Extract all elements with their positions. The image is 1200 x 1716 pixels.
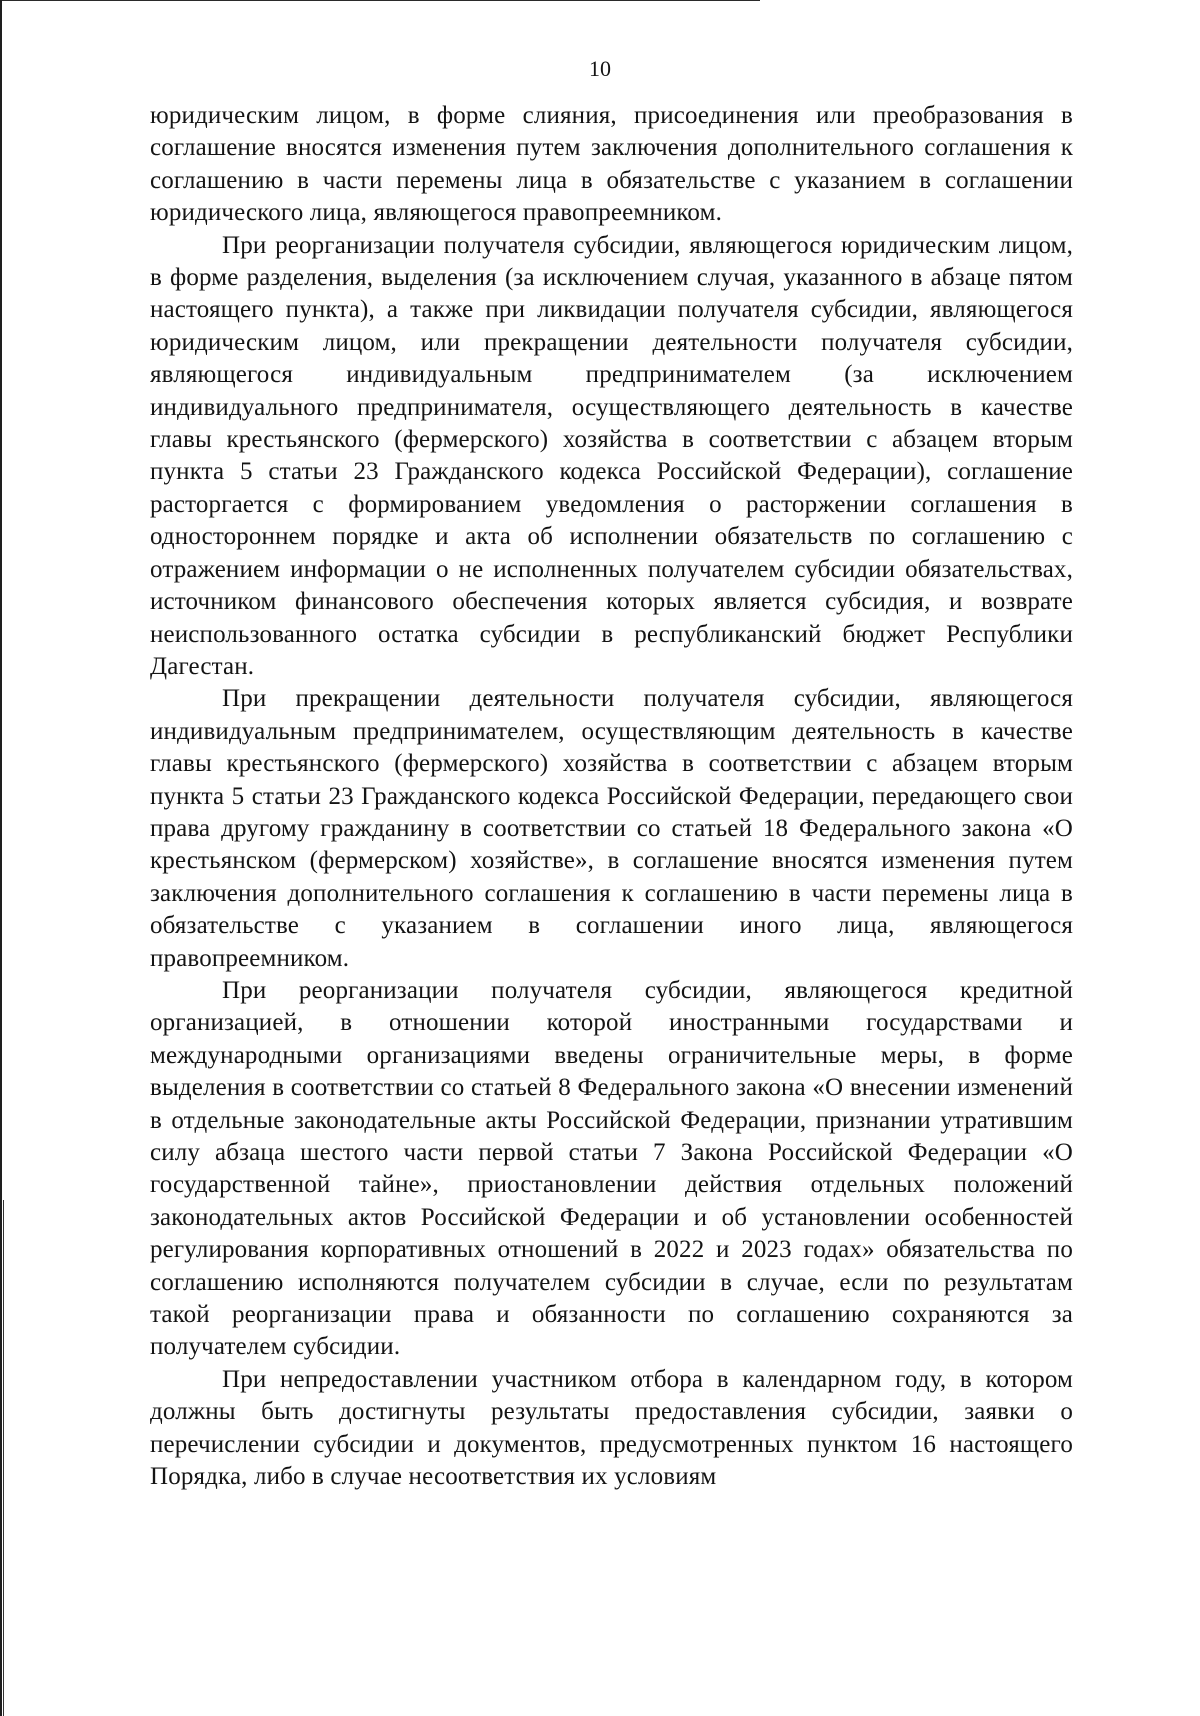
scan-border-top bbox=[0, 0, 760, 1]
scan-border-left bbox=[0, 0, 2, 1716]
paragraph-reorganization-division: При реорганизации получателя субсидии, являющегося юридическим лицом, в форме разделения, выделения (за исключением случая, указанного в абзаце пятом настоящего пункта), а также при ликвидации получателя субсидии, являющегося юридическим лицом, или прекращении деятельности получателя субсидии, являющегося индивидуальным предпринимателем (за исключением индивидуального предпринимателя, осуществляющего деятельность в качестве главы крестьянского (фермерского) хозяйства в соответствии с абзацем вторым пункта 5 статьи 23 Гражданского кодекса Российской Федерации), соглашение расторгается с формированием уведомления о расторжении соглашения в одностороннем порядке и акта об исполнении обязательств по соглашению с отражением информации о не исполненных получателем субсидии обязательствах, источником финансового обеспечения которых является субсидия, и возврате неиспользованного остатка субсидии в республиканский бюджет Республики Дагестан. bbox=[150, 231, 1073, 680]
page-number: 10 bbox=[589, 56, 611, 81]
scan-border-left-inner bbox=[3, 1200, 4, 1716]
paragraph-credit-organization: При реорганизации получателя субсидии, являющегося кредитной организацией, в отношении которой иностранными государствами и международными организациями введены ограничительные меры, в форме выделения в соответствии со статьей 8 Федерального закона «О внесении изменений в отдельные законодательные акты Российской Федерации, признании утратившим силу абзаца шестого части первой статьи 7 Закона Российской Федерации «О государственной тайне», приостановлении действия отдельных положений законодательных актов Российской Федерации и об установлении особенностей регулирования корпоративных отношений в 2022 и 2023 годах» обязательства по соглашению исполняются получателем субсидии в случае, если по результатам такой реорганизации права и обязанности по соглашению сохраняются за получателем субсидии. bbox=[150, 976, 1073, 1361]
paragraph-farm-head-termination: При прекращении деятельности получателя субсидии, являющегося индивидуальным предпринимателем, осуществляющим деятельность в качестве главы крестьянского (фермерского) хозяйства в соответствии с абзацем вторым пункта 5 статьи 23 Гражданского кодекса Российской Федерации, передающего свои права другому гражданину в соответствии со статьей 18 Федерального закона «О крестьянском (фермерском) хозяйстве», в соглашение вносятся изменения путем заключения дополнительного соглашения к соглашению в части перемены лица в обязательстве с указанием в соглашении иного лица, являющегося правопреемником. bbox=[150, 685, 1073, 972]
paragraph-continuation: юридическим лицом, в форме слияния, присоединения или преобразования в соглашение вносятся изменения путем заключения дополнительного соглашения к соглашению в части перемены лица в обязательстве с указанием в соглашении юридического лица, являющегося правопреемником. bbox=[150, 102, 1073, 227]
document-body bbox=[150, 100, 1073, 1493]
paragraph-non-submission: При непредоставлении участником отбора в календарном году, в котором должны быть достигнуты результаты предоставления субсидии, заявки о перечислении субсидии и документов, предусмотренных пунктом 16 настоящего Порядка, либо в случае несоответствия их условиям bbox=[150, 1365, 1073, 1491]
